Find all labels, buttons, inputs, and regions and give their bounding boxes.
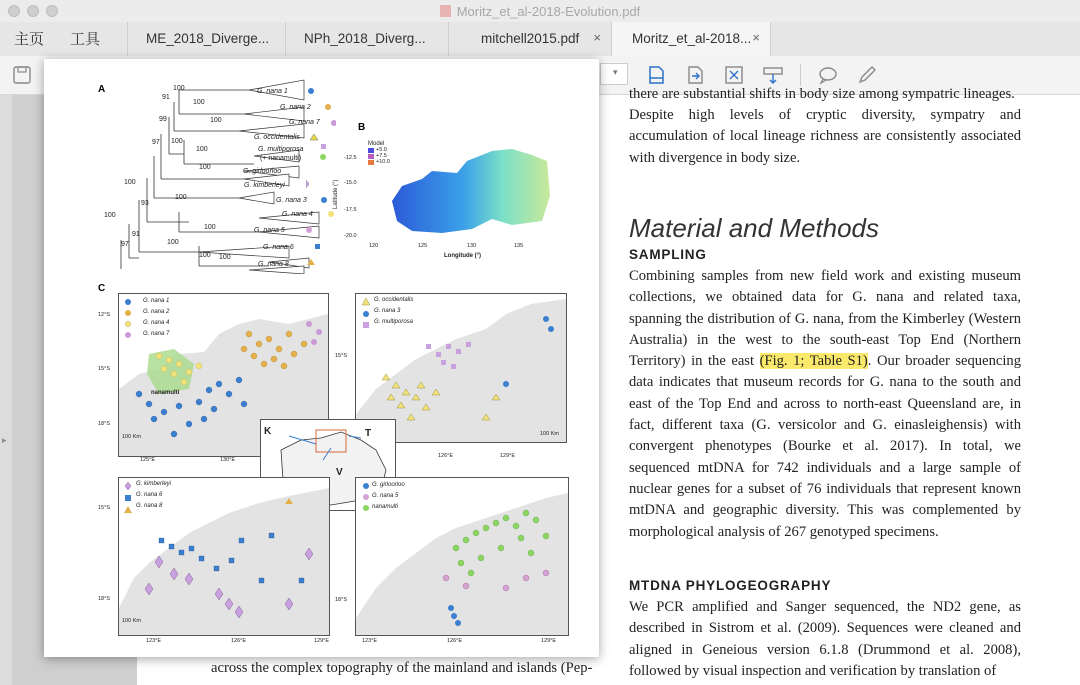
sign-icon[interactable]	[856, 64, 878, 86]
bootstrap-label: 91	[162, 94, 170, 101]
bootstrap-label: 100	[175, 194, 187, 201]
taxon-label: G. nana 7	[289, 119, 320, 126]
tab-mitchell2015[interactable]	[448, 22, 611, 56]
lon-tick: 126°E	[231, 638, 247, 644]
inset-label-k: K	[264, 426, 272, 437]
lat-tick: 12°S	[98, 312, 110, 318]
export-icon[interactable]	[684, 64, 706, 86]
lon-tick: 130°E	[220, 457, 236, 463]
map-legend-item: G. girloorloo	[372, 482, 405, 488]
scale-label: 100 Km	[122, 434, 141, 440]
map-legend-item: G. multiporosa	[374, 319, 414, 325]
bootstrap-label: 100	[210, 117, 222, 124]
bootstrap-label: 97	[121, 241, 129, 248]
lat-tick: -15.0	[344, 180, 357, 186]
window-title-text: Moritz_et_al-2018-Evolution.pdf	[456, 4, 641, 19]
taxon-symbols	[306, 87, 336, 267]
window-title	[0, 4, 1080, 19]
lon-tick: 125°E	[140, 457, 156, 463]
scan-icon[interactable]	[762, 64, 784, 86]
lon-tick: 129°E	[500, 453, 516, 459]
map-legend-item: G. nana 1	[143, 298, 170, 304]
comment-icon[interactable]	[817, 64, 839, 86]
lat-tick: 18°S	[335, 597, 347, 603]
bootstrap-label: 97	[152, 139, 160, 146]
legend-swatch	[368, 148, 374, 153]
y-axis-label: Latitude (°)	[333, 179, 339, 209]
bootstrap-label: 99	[159, 116, 167, 123]
figure-popup[interactable]	[44, 59, 599, 657]
lon-tick: 120	[369, 243, 379, 249]
taxon-label: G. nana 8	[258, 261, 289, 268]
bootstrap-label: 93	[141, 200, 149, 207]
lat-tick: 18°S	[98, 421, 110, 427]
toolbar-divider	[800, 64, 801, 86]
inset-label-v: V	[336, 467, 343, 478]
scale-label: 100 Km	[540, 431, 559, 437]
body-top-line: there are substantial shifts in body size among sympatric lineages.	[629, 86, 1015, 102]
x-axis-label: Longitude (°)	[444, 253, 482, 259]
taxon-label: G. multiporosa	[258, 146, 304, 153]
tab-nph-2018[interactable]	[285, 22, 448, 56]
taxon-label: G. nana 3	[276, 197, 307, 204]
scale-label: 100 Km	[122, 618, 141, 624]
map-girloorloo	[355, 477, 569, 636]
nav-home[interactable]: 主页	[14, 31, 45, 48]
map-legend-item: G. occidentalis	[374, 297, 414, 303]
lat-tick: 15°S	[98, 505, 110, 511]
tab-close-icon[interactable]: ×	[752, 30, 760, 45]
map-legend-item: G. nana 4	[143, 320, 170, 326]
taxon-label: G. nana 6	[263, 244, 294, 251]
map-legend-item: nanamulti	[372, 504, 399, 510]
model-legend-item: +5.0	[376, 147, 387, 153]
lat-tick: 15°S	[335, 353, 347, 359]
tab-moritz-2018[interactable]	[611, 22, 771, 56]
tab-close-icon[interactable]: ×	[593, 30, 601, 45]
zoom-dropdown[interactable]	[600, 63, 628, 85]
inset-label-t: T	[365, 428, 372, 439]
tab-label: NPh_2018_Diverg...	[304, 31, 426, 46]
model-heatmap	[372, 141, 552, 237]
map-region-label: nanamulti	[151, 390, 180, 396]
sampling-heading: SAMPLING	[629, 247, 707, 262]
sampling-paragraph	[629, 266, 1021, 543]
compress-icon[interactable]	[723, 64, 745, 86]
mtdna-heading: MTDNA PHYLOGEOGRAPHY	[629, 578, 832, 593]
map-kimberleyi	[118, 477, 330, 636]
bootstrap-label: 100	[167, 239, 179, 246]
model-legend-item: +7.5	[376, 153, 387, 159]
bootstrap-label: 100	[173, 85, 185, 92]
lon-tick: 123°E	[146, 638, 162, 644]
bootstrap-label: 100	[193, 99, 205, 106]
map2-legend-symbols	[361, 297, 371, 331]
tab-bar	[0, 22, 1080, 57]
tab-label: Moritz_et_al-2018...	[632, 31, 752, 46]
map-legend-item: G. nana 8	[136, 503, 163, 509]
map-legend-item: G. kimberleyi	[136, 481, 172, 487]
taxon-label: G. nana 1	[257, 88, 288, 95]
lat-tick: -20.0	[344, 233, 357, 239]
lon-tick: 130	[467, 243, 477, 249]
legend-swatch	[368, 154, 374, 159]
organize-pages-icon[interactable]	[645, 64, 667, 86]
map-legend-item: G. nana 5	[372, 493, 399, 499]
lat-tick: 15°S	[98, 366, 110, 372]
lon-tick: 123°E	[362, 638, 378, 644]
map-legend-item: G. nana 6	[136, 492, 163, 498]
map4-legend-symbols	[361, 481, 371, 515]
taxon-label: G. nana 2	[280, 104, 311, 111]
tab-label: mitchell2015.pdf	[481, 31, 580, 46]
bootstrap-label: 100	[104, 212, 116, 219]
lon-tick: 126°E	[438, 453, 454, 459]
panel-a-label: A	[98, 84, 106, 95]
map1-legend-symbols	[123, 297, 133, 342]
panel-b-label: B	[358, 122, 366, 133]
legend-swatch	[368, 160, 374, 165]
map3-legend-symbols	[123, 481, 133, 515]
taxon-label: G. occidentalis	[254, 134, 300, 141]
bootstrap-label: 100	[171, 138, 183, 145]
taxon-label: G. nana 5	[254, 227, 285, 234]
body-paragraph-1: Despite high levels of cryptic diversity, sympatry and accumulation of local lineage richness are consistently associated with divergence in body size.	[629, 107, 1021, 166]
expand-sidebar-icon[interactable]: ▸	[2, 435, 7, 445]
bootstrap-label: 100	[196, 146, 208, 153]
panel-c-label: C	[98, 283, 106, 294]
mtdna-paragraph: We PCR amplified and Sanger sequenced, the ND2 gene, as described in Sistrom et al. (2009). Sequences were cleaned and aligned in Geneious version 6.1.8 (Drummond et al. 2008), followed by visual inspection and verification by translation of	[629, 599, 1021, 679]
lat-tick: -12.5	[344, 155, 357, 161]
sampling-text: Combining samples from new field work and existing museum collections, we obtained data for G. nana and related taxa, spanning the distribution of G. nana, from the Kimberley (Western Australia) in the west to the south-east Top End (Northern Territory) in the east	[629, 268, 1021, 370]
lat-tick: -17.5	[344, 207, 357, 213]
model-legend-title: Model	[368, 141, 385, 147]
lon-tick: 129°E	[314, 638, 330, 644]
lon-tick: 126°E	[447, 638, 463, 644]
section-heading: Material and Methods	[629, 213, 880, 243]
lon-tick: 129°E	[541, 638, 557, 644]
model-legend-item: +10.0	[376, 159, 390, 165]
bootstrap-label: 100	[204, 224, 216, 231]
bootstrap-label: 100	[219, 254, 231, 261]
taxon-label: G. girloorloo	[243, 168, 282, 175]
map-legend-item: G. nana 2	[143, 309, 170, 315]
lon-tick: 135	[514, 243, 524, 249]
map-legend-item: G. nana 7	[143, 331, 170, 337]
map-legend-item: G. nana 3	[374, 308, 401, 314]
left-column-bottom-line: across the complex topography of the mainland and islands (Pep-	[211, 660, 593, 676]
lon-tick: 125	[418, 243, 428, 249]
taxon-label: (+ nanamulti)	[260, 155, 302, 162]
lat-tick: 18°S	[98, 596, 110, 602]
bootstrap-label: 100	[199, 252, 211, 259]
pdf-file-icon	[440, 5, 451, 17]
bootstrap-label: 100	[199, 164, 211, 171]
tab-label: ME_2018_Diverge...	[146, 31, 270, 46]
taxon-label: G. nana 4	[282, 211, 313, 218]
tab-me-2018[interactable]	[127, 22, 285, 56]
figure-reference-highlight[interactable]: (Fig. 1; Table S1)	[759, 353, 868, 370]
bootstrap-label: 100	[124, 179, 136, 186]
save-icon[interactable]	[11, 64, 33, 86]
title-bar	[0, 0, 1080, 23]
nav-tools[interactable]: 工具	[70, 31, 101, 48]
bootstrap-label: 91	[132, 231, 140, 238]
chevron-down-icon: ▾	[613, 67, 618, 77]
sampling-text-continued: . Our broader sequencing data indicates that museum records for G. nana to the south and east of the Top End and across to north-east Queensland are, in fact, different taxa (G. versicolor and G. einasleighensis) with convergent phenotypes (Bourke et al. 2017). In total, we sequenced mtDNA for 742 individuals and a large sample of nuclear genes for a subset of 76 individuals that represent known mtDNA and geographic diversity. This was complemented by morphological analysis of 267 genotyped specimens.	[629, 353, 1022, 540]
taxon-label: G. kimberleyi	[244, 182, 285, 189]
